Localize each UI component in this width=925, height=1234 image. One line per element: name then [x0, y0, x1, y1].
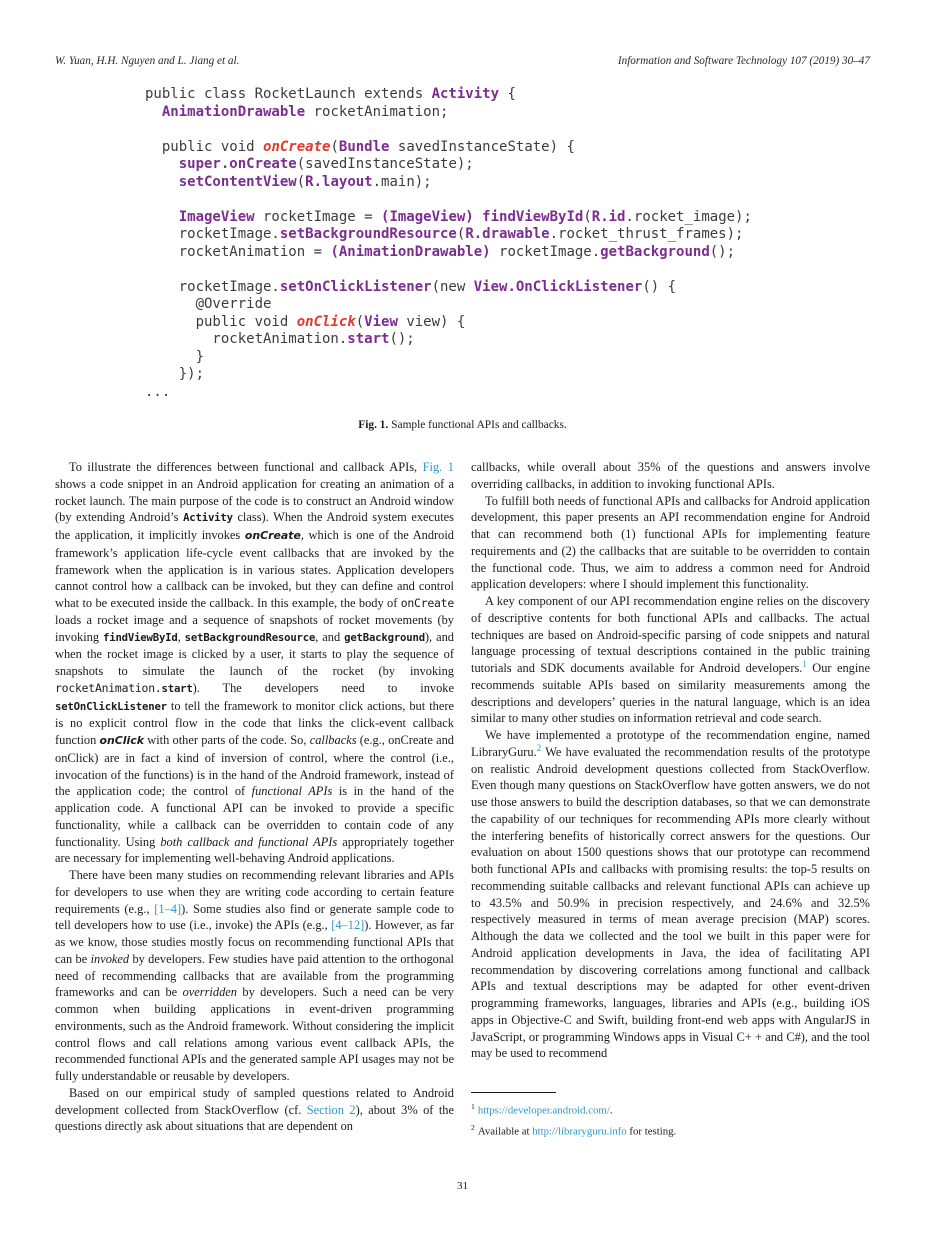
footnote-1-ref[interactable]: 1 [802, 658, 807, 669]
figure-caption-text: Sample functional APIs and callbacks. [391, 419, 567, 431]
citation-4-12-link[interactable]: [4–12] [331, 918, 365, 933]
code-line: setContentView(R.layout.main); [178, 173, 432, 190]
body-columns [55, 459, 870, 1140]
paragraph: To illustrate the differences between functional and callback APIs, Fig. 1 shows a code snippet in an Android application for creating an animation of a rocket launch. The main purpose of the code is to construct an Android window (by extending Android’s Activity class). When the Android system executes the application, it implicitly invokes onCreate, which is one of the Android framework’s application life-cycle event callbacks that are invoked by the framework when the application is in various states. Application developers cannot control how a callback can be invoked, but they can define and control what to be executed inside the callback. In this example, the body of onCreate loads a rocket image and a sequence of snapshots of rocket movements (by invoking findViewById, setBackgroundResource, and getBackground), and when the rocket image is clicked by a user, it starts to play the sequence of snapshots to simulate the launch of the rocket (by invoking rocketAnimation.start). The developers need to invoke setOnClickListener to tell the framework to monitor click actions, but there is no explicit control flow in the code that links the click-event callback function onClick with other parts of the code. So, callbacks (e.g., onCreate and onClick) are in fact a kind of inversion of control, where the control (i.e., invocation of the functions) is in the hand of the Android framework, instead of the application code; the control of functional APIs is in the hand of the application code. A functional API can be invoked to provide a specific functionality, while a callback can be overridden to contain code of any functionality. Using both callback and functional APIs appropriately together are necessary for implementing well-behaving Android applications. [55, 460, 454, 866]
code-figure [145, 86, 752, 401]
code-line [145, 121, 752, 139]
code-line: rocketImage.setOnClickListener(new View.OnClickListener() { [145, 278, 677, 295]
libraryguru-url-link[interactable]: http://libraryguru.info [532, 1125, 627, 1138]
paragraph: Based on our empirical study of sampled questions related to Android development collected from StackOverflow (cf. Section 2), about 3% of the questions directly ask about situations that are dependent on [55, 1085, 454, 1134]
header-journal-ref: Information and Software Technology 107 (2019) 30–47 [617, 55, 870, 67]
page-number: 31 [457, 1180, 468, 1192]
code-line: public void onClick(View view) { [145, 313, 466, 330]
fig1-link[interactable]: Fig. 1 [422, 460, 454, 474]
footnote-2-ref[interactable]: 2 [536, 742, 542, 753]
paragraph: There have been many studies on recommending relevant libraries and APIs for developers to use when they are writing code according to certain feature requirements (e.g., [1–4]). Some studies also find or generate sample code to tell developers how to use (i.e., invoke) the APIs (e.g., [4–12]). However, as far as we know, those studies mostly focus on recommending functional APIs that can be invoked by developers. Few studies have paid attention to the orthogonal need of recommending callbacks that are available from the programming frameworks and can be overridden by developers. Such a need can be very common when building applications in event-driven programming environments, such as the Android framework. Without considering the implicit control flows and call relations among various event callback APIs, the recommended functional APIs and the generated sample API usages may not be fully understandable or reusable by developers. [55, 868, 454, 1083]
android-developer-url-link[interactable]: https://developer.android.com/ [477, 1104, 610, 1117]
paragraph: We have implemented a prototype of the recommendation engine, named LibraryGuru.$^2$ We have evaluated the recommendation results of the prototype on realistic Android development questions collected from StackOverflow. Even though many questions on StackOverflow have gotten answers, we do not use those answers to build the description databases, so that we can demonstrate the capability of our techniques for recommending APIs more clearly without the interfering benefits of historically correct answers for the questions. Our evaluation on about 1500 questions shows that our prototype can recommend both functional APIs and callbacks with promising results: the top-5 results on recommending suitable callbacks and relevant functional APIs can achieve up to 43.5% and 50.9% in precision respectively, and 24.6% and 32.5% respectively measured in terms of mean average precision (MAP) scores. Although the data we collected and the tool we built in this paper were for Android application developments in Java, the idea of facilitating API recommendation by discovering correlations among functional and callback APIs and textual descriptions may be adapted for other event-driven programming frameworks, languages, libraries and APIs (e.g., building iOS apps in Objective-C and Swift, building front-end web apps with AngularJS in JavaScript, or programming Windows apps in Visual C+ + and C#), and the tool may be used to recommend [471, 728, 870, 1061]
code-line [145, 191, 752, 209]
running-header [55, 55, 870, 67]
footnote-list [471, 1099, 870, 1140]
code-line: } [145, 348, 205, 365]
paragraph: callbacks, while overall about 35% of the questions and answers involve overriding callbacks, in addition to invoking functional APIs. [471, 460, 870, 491]
section-2-link[interactable]: Section 2 [306, 1102, 356, 1117]
column-right-paragraphs [471, 459, 870, 1062]
footnote-marker: 1 [471, 1102, 475, 1111]
citation-1-4-link[interactable]: [1–4] [154, 901, 182, 916]
code-line: rocketAnimation = (AnimationDrawable) rocketImage.getBackground(); [145, 243, 736, 260]
header-authors: W. Yuan, H.H. Nguyen and L. Jiang et al. [55, 55, 240, 67]
footnote-rule [471, 1092, 556, 1093]
footnote-block [471, 1092, 870, 1140]
figure-caption-label: Fig. 1. [358, 419, 389, 431]
paragraph: A key component of our API recommendation engine relies on the discovery of descriptive contents for both functional APIs and callbacks. The actual techniques are based on Android-specific parsing of code snippets and natural language processing of textual descriptions contained in the public training tutorials and SDK documents available for Android developers.$^1$ Our engine recommends suitable APIs based on similarity measurements among the descriptions and developers’ queries in the natural language, which is an idea similar to many other studies on information retrieval and code search. [471, 594, 870, 726]
code-line: }); [145, 366, 205, 382]
code-line: ... [145, 383, 171, 400]
footnote-marker: 2 [471, 1123, 475, 1133]
code-line: public void onCreate(Bundle savedInstanceState) { [145, 138, 575, 155]
column-right [471, 459, 870, 1140]
code-line: public class RocketLaunch extends Activity { [145, 86, 516, 102]
footnote: $^1$ https://developer.android.com/. [471, 1102, 613, 1117]
code-line: rocketImage.setBackgroundResource(R.drawable.rocket_thrust_frames); [145, 226, 744, 242]
footnote: $^2$ Available at http://libraryguru.info for testing. [471, 1123, 677, 1138]
code-line: AnimationDrawable rocketAnimation; [161, 103, 449, 120]
column-left [55, 459, 454, 1140]
code-line: super.onCreate(savedInstanceState); [178, 156, 474, 172]
paragraph: To fulfill both needs of functional APIs and callbacks for Android application development, this paper presents an API recommendation engine for Android that can recommend both (1) functional APIs for implementing feature requirements and (2) the callbacks that are suitable to be overridden to contain the functional code. Thus, we aim to address a common need for Android application developers: where I should implement this functionality. [471, 493, 870, 592]
code-line: rocketAnimation.start(); [145, 331, 415, 347]
code-line: ImageView rocketImage = (ImageView) findViewById(R.id.rocket_image); [178, 208, 752, 225]
figure-caption [0, 419, 925, 431]
code-line: @Override [145, 296, 272, 312]
code-line [145, 261, 752, 279]
